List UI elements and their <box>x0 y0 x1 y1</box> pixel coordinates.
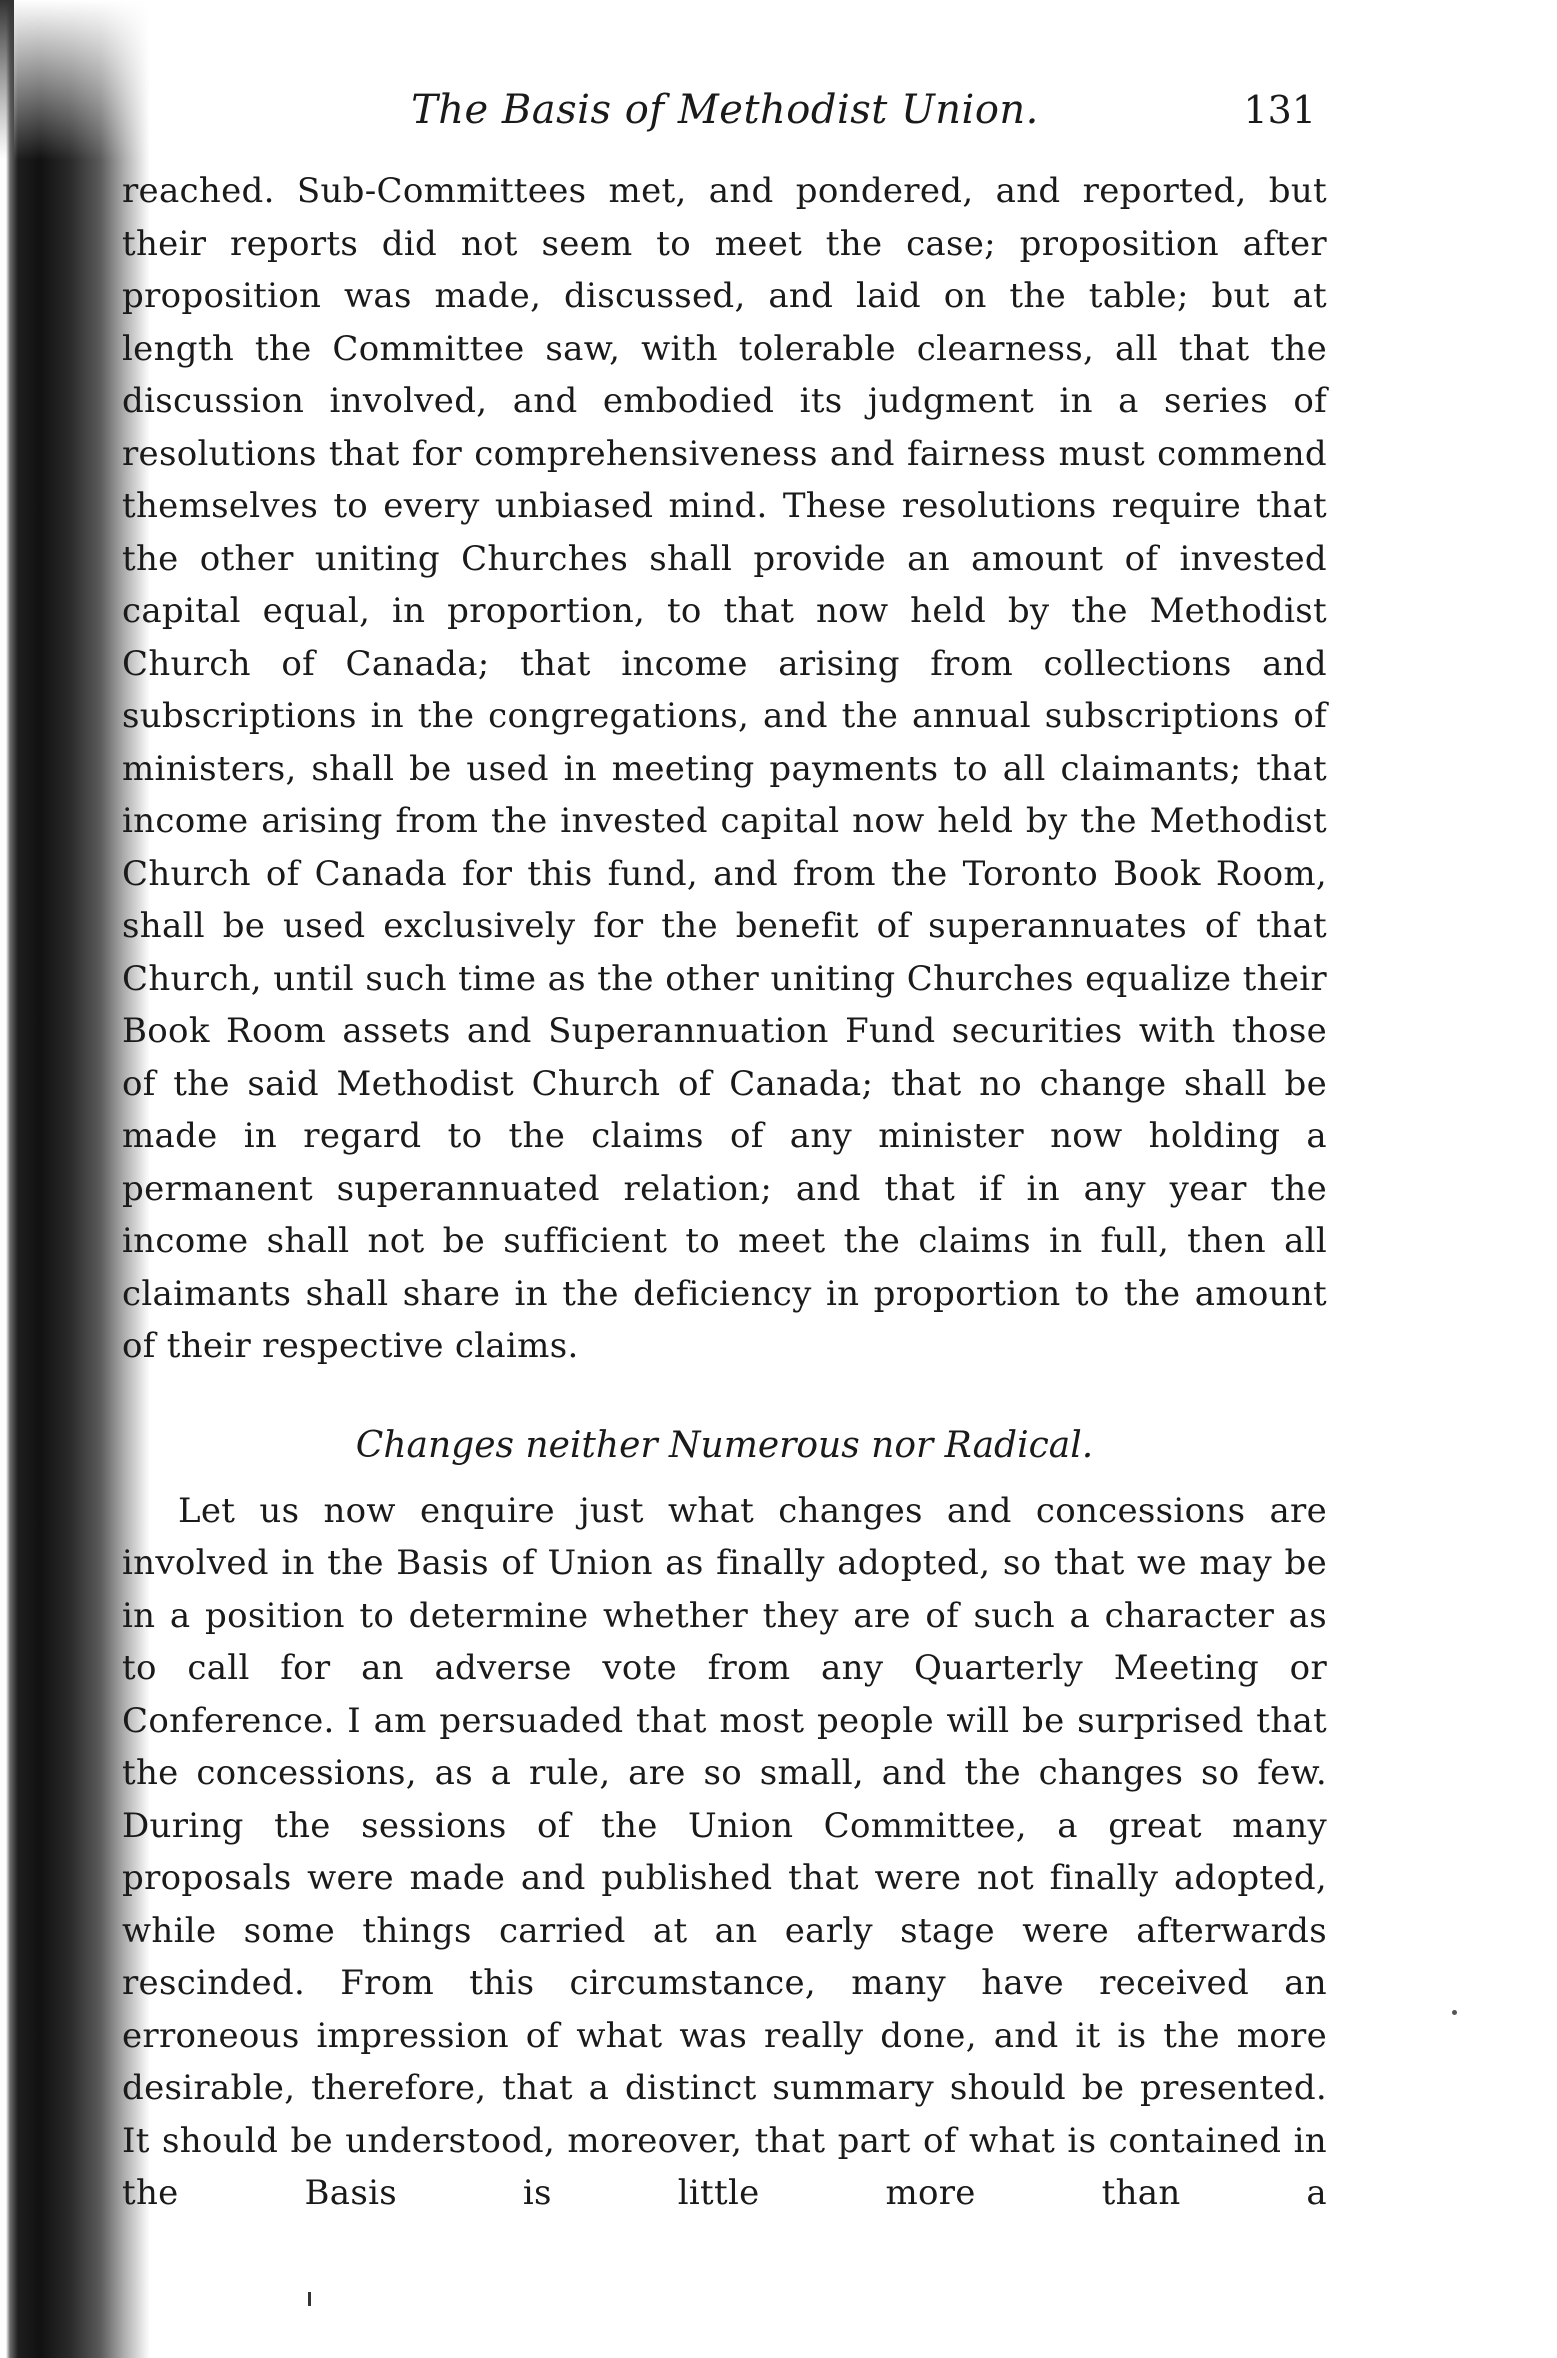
paragraph-1: reached. Sub-Committees met, and pondered, and reported, but their reports did not seem to meet the case; proposition after proposition was made, discussed, and laid on the table; but at length the Committee saw, with tolerable clearness, all that the discussion involved, and embodied its judgment in a series of resolutions that for comprehensiveness and fairness must commend themselves to every unbiased mind. These resolutions require that the other uniting Churches shall provide an amount of invested capital equal, in proportion, to that now held by the Methodist Church of Canada; that income arising from collections and subscriptions in the congregations, and the annual subscriptions of ministers, shall be used in meeting payments to all claimants; that income arising from the invested capital now held by the Methodist Church of Canada for this fund, and from the Toronto Book Room, shall be used exclusively for the benefit of superannuates of that Church, until such time as the other uniting Churches equalize their Book Room assets and Superannuation Fund securities with those of the said Methodist Church of Canada; that no change shall be made in regard to the claims of any minister now holding a permanent superannuated relation; and that if in any year the income shall not be sufficient to meet the claims in full, then all claimants shall share in the deficiency in proportion to the amount of their respective claims. <box>122 171 1327 1366</box>
page-number: 131 <box>1243 88 1316 132</box>
print-mark <box>308 2292 311 2306</box>
paragraph-2: Let us now enquire just what changes and concessions are involved in the Basis of Union as finally adopted, so that we may be in a position to determine whether they are of such a character as to call for an adverse vote from any Quarterly Meeting or Conference. I am persuaded that most people will be surprised that the concessions, as a rule, are so small, and the changes so few. During the sessions of the Union Committee, a great many proposals were made and published that were not finally adopted, while some things carried at an early stage were afterwards rescinded. From this circumstance, many have received an erroneous impression of what was really done, and it is the more desirable, therefore, that a distinct summary should be presented. It should be understood, moreover, that part of what is contained in the Basis is little more than a <box>122 1490 1327 2213</box>
print-dot <box>1452 2010 1457 2015</box>
running-title: The Basis of Methodist Union. <box>411 87 1039 133</box>
section-subheading: Changes neither Numerous nor Radical. <box>355 1424 1094 1466</box>
page-header <box>120 80 1330 140</box>
body-text <box>122 165 1327 2220</box>
